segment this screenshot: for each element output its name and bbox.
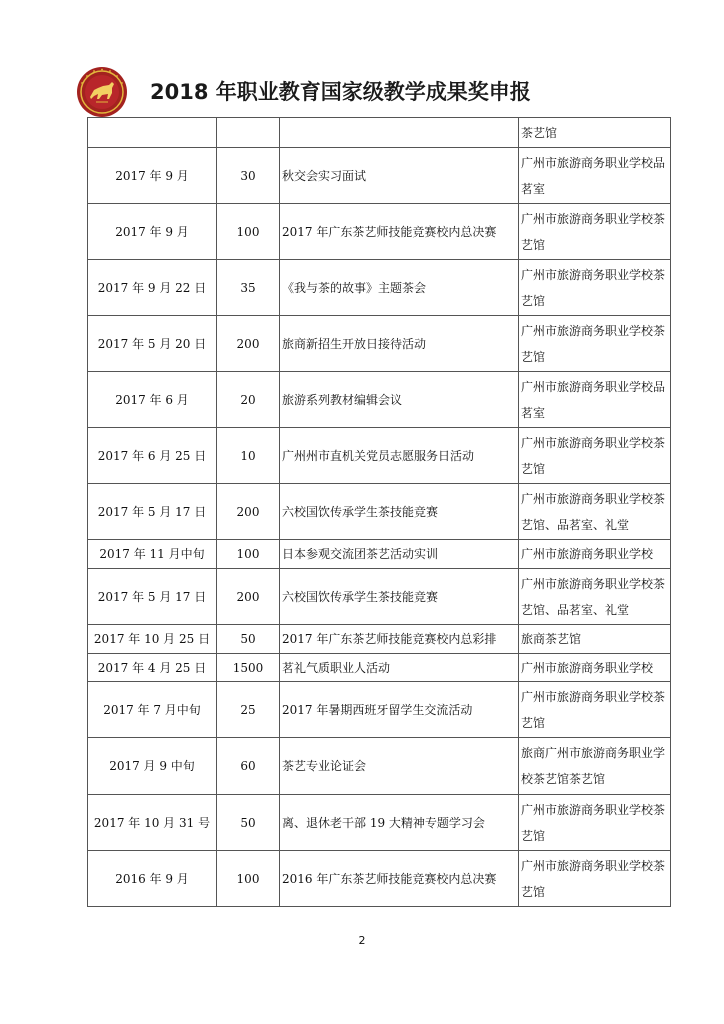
table-row (88, 795, 671, 851)
table-row (88, 625, 671, 654)
table-row (88, 204, 671, 260)
location-cell: 广州市旅游商务职业学校茶艺馆、品茗室、礼堂 (519, 569, 671, 625)
activity-table (87, 117, 671, 907)
count-cell: 10 (217, 428, 280, 484)
activity-cell: 六校国饮传承学生茶技能竞赛 (280, 484, 519, 540)
location-cell: 广州市旅游商务职业学校茶艺馆 (519, 204, 671, 260)
table-row (88, 738, 671, 795)
location-cell: 广州市旅游商务职业学校茶艺馆 (519, 682, 671, 738)
table-row (88, 316, 671, 372)
date-cell: 2017 年 6 月 (88, 372, 217, 428)
location-cell: 广州市旅游商务职业学校 (519, 540, 671, 569)
activity-cell: 《我与茶的故事》主题茶会 (280, 260, 519, 316)
count-cell: 20 (217, 372, 280, 428)
date-cell: 2017 月 9 中旬 (88, 738, 217, 795)
count-cell: 100 (217, 851, 280, 907)
location-cell: 旅商茶艺馆 (519, 625, 671, 654)
date-cell: 2017 年 10 月 31 号 (88, 795, 217, 851)
date-cell: 2017 年 5 月 17 日 (88, 484, 217, 540)
table-row (88, 484, 671, 540)
date-cell: 2017 年 9 月 (88, 204, 217, 260)
location-cell: 广州市旅游商务职业学校茶艺馆 (519, 851, 671, 907)
activity-cell: 旅游系列教材编辑会议 (280, 372, 519, 428)
activity-cell: 旅商新招生开放日接待活动 (280, 316, 519, 372)
location-cell: 旅商广州市旅游商务职业学校茶艺馆茶艺馆 (519, 738, 671, 795)
location-cell: 广州市旅游商务职业学校品茗室 (519, 372, 671, 428)
count-cell: 35 (217, 260, 280, 316)
date-cell: 2017 年 7 月中旬 (88, 682, 217, 738)
count-cell: 50 (217, 625, 280, 654)
count-cell: 50 (217, 795, 280, 851)
location-cell: 广州市旅游商务职业学校茶艺馆、品茗室、礼堂 (519, 484, 671, 540)
location-cell: 广州市旅游商务职业学校茶艺馆 (519, 795, 671, 851)
date-cell: 2017 年 9 月 22 日 (88, 260, 217, 316)
table-row (88, 540, 671, 569)
activity-cell (280, 118, 519, 148)
activity-cell: 茶艺专业论证会 (280, 738, 519, 795)
table-row (88, 118, 671, 148)
table-row (88, 682, 671, 738)
count-cell: 60 (217, 738, 280, 795)
table-row (88, 654, 671, 682)
activity-cell: 2017 年广东茶艺师技能竞赛校内总彩排 (280, 625, 519, 654)
location-cell: 广州市旅游商务职业学校茶艺馆 (519, 428, 671, 484)
activity-cell: 秋交会实习面试 (280, 148, 519, 204)
count-cell: 100 (217, 204, 280, 260)
activity-cell: 离、退休老干部 19 大精神专题学习会 (280, 795, 519, 851)
date-cell: 2017 年 11 月中旬 (88, 540, 217, 569)
page-title: 2018 年职业教育国家级教学成果奖申报 (150, 80, 531, 104)
count-cell: 1500 (217, 654, 280, 682)
date-cell: 2017 年 5 月 17 日 (88, 569, 217, 625)
date-cell: 2017 年 4 月 25 日 (88, 654, 217, 682)
location-cell: 广州市旅游商务职业学校品茗室 (519, 148, 671, 204)
location-cell: 茶艺馆 (519, 118, 671, 148)
count-cell: 200 (217, 569, 280, 625)
table-row (88, 372, 671, 428)
count-cell: 100 (217, 540, 280, 569)
school-seal-horse-icon (76, 66, 128, 118)
location-cell: 广州市旅游商务职业学校茶艺馆 (519, 316, 671, 372)
activity-cell: 六校国饮传承学生茶技能竞赛 (280, 569, 519, 625)
count-cell: 200 (217, 316, 280, 372)
count-cell: 30 (217, 148, 280, 204)
date-cell: 2017 年 10 月 25 日 (88, 625, 217, 654)
activity-cell: 茗礼气质职业人活动 (280, 654, 519, 682)
activity-cell: 2017 年广东茶艺师技能竞赛校内总决赛 (280, 204, 519, 260)
activity-cell: 2017 年暑期西班牙留学生交流活动 (280, 682, 519, 738)
table-row (88, 851, 671, 907)
table-row (88, 569, 671, 625)
table-row (88, 428, 671, 484)
activity-cell: 2016 年广东茶艺师技能竞赛校内总决赛 (280, 851, 519, 907)
activity-cell: 日本参观交流团茶艺活动实训 (280, 540, 519, 569)
location-cell: 广州市旅游商务职业学校 (519, 654, 671, 682)
table-row (88, 260, 671, 316)
page-header (76, 62, 676, 118)
page-number: 2 (358, 934, 366, 947)
count-cell: 25 (217, 682, 280, 738)
location-cell: 广州市旅游商务职业学校茶艺馆 (519, 260, 671, 316)
date-cell: 2017 年 6 月 25 日 (88, 428, 217, 484)
date-cell: 2017 年 9 月 (88, 148, 217, 204)
activity-cell: 广州州市直机关党员志愿服务日活动 (280, 428, 519, 484)
count-cell (217, 118, 280, 148)
date-cell: 2017 年 5 月 20 日 (88, 316, 217, 372)
date-cell (88, 118, 217, 148)
count-cell: 200 (217, 484, 280, 540)
date-cell: 2016 年 9 月 (88, 851, 217, 907)
table-row (88, 148, 671, 204)
